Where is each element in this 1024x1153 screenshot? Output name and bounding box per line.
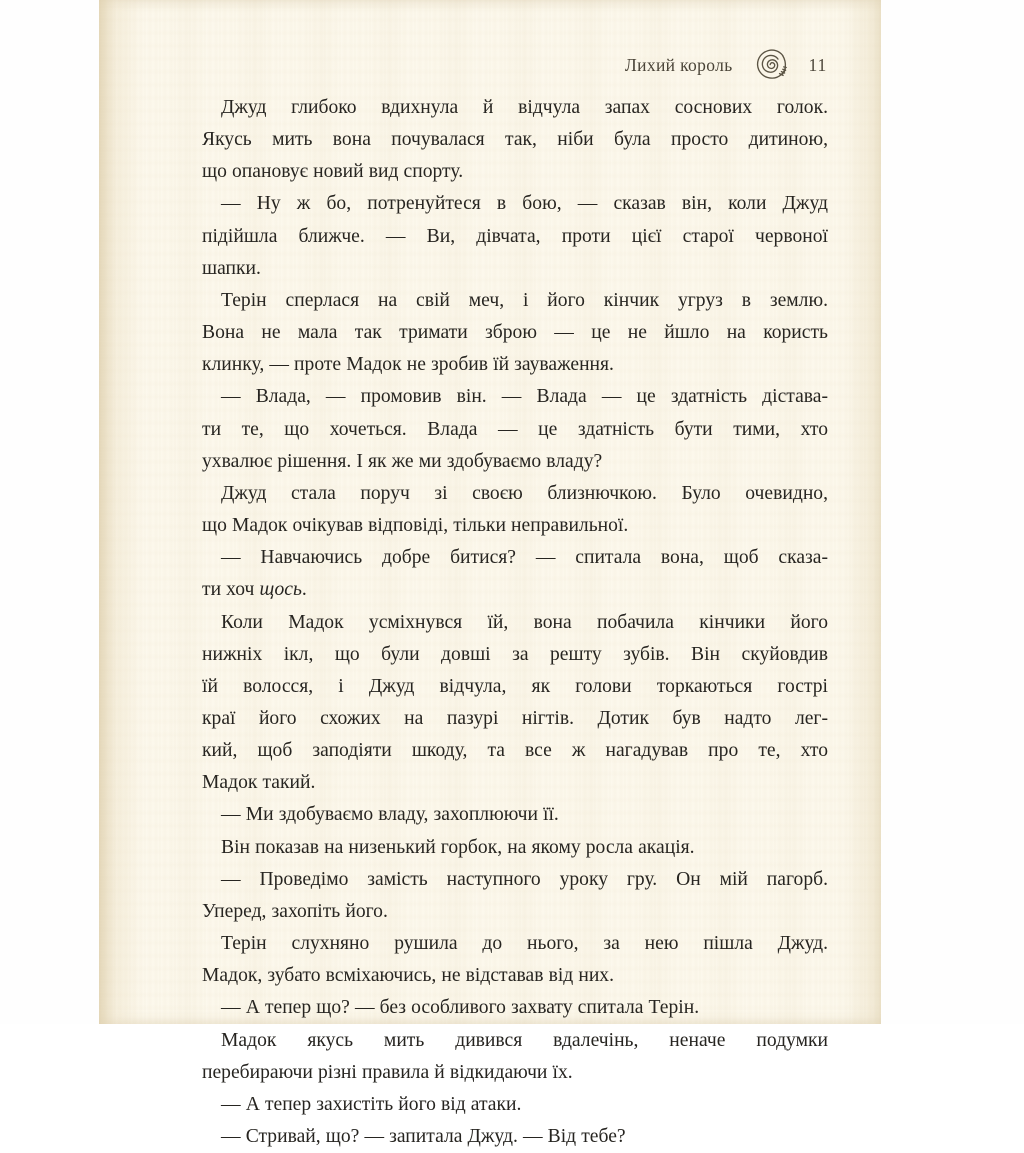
- text-line: кий, щоб заподіяти шкоду, та все ж нагадував про те, хто: [202, 740, 828, 762]
- text-line: ти те, що хочеться. Влада — це здатність бути тими, хто: [202, 418, 828, 440]
- paragraph: [202, 832, 828, 864]
- nautilus-shell-spiral-icon: [750, 43, 794, 87]
- text-line: Він показав на низенький горбок, на якому росла акація.: [221, 836, 695, 858]
- text-line: Якусь мить вона почувалася так, ніби була просто дитиною,: [202, 129, 828, 151]
- paragraph: [202, 381, 828, 477]
- text-line: Джуд глибоко вдихнула й відчула запах соснових голок.: [221, 97, 828, 118]
- paragraph: [202, 1089, 828, 1121]
- paragraph: [202, 542, 828, 606]
- text-line: — Ну ж бо, потренуйтеся в бою, — сказав він, коли Джуд: [221, 193, 828, 215]
- text-line: Коли Мадок усміхнувся їй, вона побачила кінчики його: [221, 611, 828, 633]
- page-number: 11: [808, 54, 827, 75]
- emphasised-word: щось: [259, 579, 302, 601]
- paragraph: [202, 992, 828, 1024]
- paragraph: [202, 285, 828, 381]
- paragraph: [202, 478, 828, 542]
- paragraph: [202, 1025, 828, 1089]
- paragraph: [202, 864, 828, 928]
- text-line: краї його схожих на пазурі нігтів. Дотик був надто лег-: [202, 707, 828, 729]
- paragraph: [202, 928, 828, 992]
- text-line: Мадок, зубато всміхаючись, не відставав від них.: [202, 965, 615, 987]
- text-line: — Влада, — промовив він. — Влада — це здатність дістава-: [221, 386, 828, 408]
- text-line: — А тепер що? — без особливого захвату спитала Терін.: [221, 997, 700, 1019]
- text-line: клинку, — проте Мадок не зробив їй зауваження.: [202, 354, 614, 376]
- paragraph: [202, 607, 828, 800]
- body-text: [202, 92, 828, 1153]
- paragraph: [202, 799, 828, 831]
- paragraph: [202, 188, 828, 284]
- text-line: що опановує новий вид спорту.: [202, 161, 464, 183]
- text-line: Мадок такий.: [202, 772, 316, 794]
- text-line: шапки.: [202, 257, 261, 279]
- text-line: — Ми здобуваємо владу, захоплюючи її.: [221, 804, 559, 826]
- text-line: — Навчаючись добре битися? — спитала вона, щоб сказа-: [221, 547, 828, 569]
- text-line: нижніх ікл, що були довші за решту зубів. Він скуйовдив: [202, 643, 828, 665]
- text-line: підійшла ближче. — Ви, дівчата, проти цієї старої червоної: [202, 225, 828, 247]
- text-line: Терін слухняно рушила до нього, за нею пішла Джуд.: [221, 933, 828, 955]
- running-head: [202, 46, 827, 84]
- text-line: Уперед, захопіть його.: [202, 900, 388, 922]
- text-line: — Проведімо замість наступного уроку гру. Он мій пагорб.: [221, 868, 828, 890]
- text-line: їй волосся, і Джуд відчула, як голови торкаються гострі: [202, 675, 828, 697]
- text-line: ухвалює рішення. І як же ми здобуваємо владу?: [202, 450, 603, 472]
- text-line: — Стривай, що? — запитала Джуд. — Від тебе?: [221, 1126, 626, 1147]
- text-line: Мадок якусь мить дивився вдалечінь, неначе подумки: [221, 1029, 828, 1051]
- text-line: що Мадок очікував відповіді, тільки неправильної.: [202, 515, 629, 537]
- text-line: ти хоч щось.: [202, 579, 307, 601]
- text-line: Вона не мала так тримати зброю — це не йшло на користь: [202, 322, 828, 344]
- paragraph: [202, 92, 828, 188]
- text-line: перебираючи різні правила й відкидаючи їх.: [202, 1061, 573, 1083]
- text-line: Джуд стала поруч зі своєю близнючкою. Було очевидно,: [221, 482, 828, 504]
- text-line: — А тепер захистіть його від атаки.: [221, 1093, 522, 1115]
- paragraph: [202, 1121, 828, 1153]
- running-title: Лихий король: [624, 54, 733, 75]
- text-line: Терін сперлася на свій меч, і його кінчик угруз в землю.: [221, 289, 828, 311]
